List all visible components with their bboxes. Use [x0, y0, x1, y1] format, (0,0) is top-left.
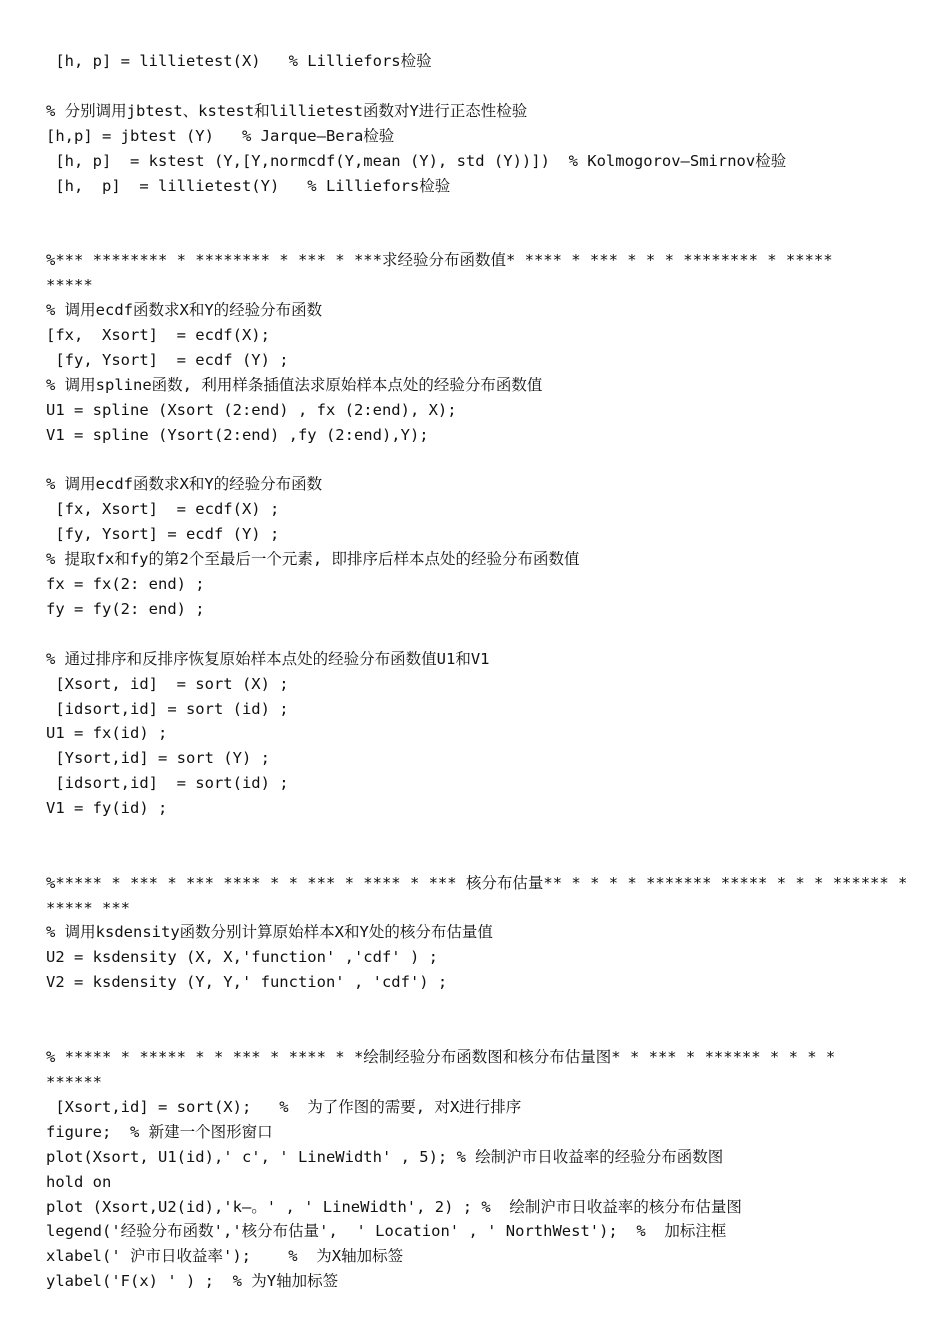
code-line: xlabel(' 沪市日收益率'); % 为X轴加标签 [46, 1247, 404, 1265]
code-line: [h, p] = lillietest(X) % Lilliefors检验 [46, 52, 432, 70]
code-line: plot (Xsort,U2(id),'k—。' , ' LineWidth', 2) ; % 绘制沪市日收益率的核分布估量图 [46, 1198, 742, 1216]
section-header: % ***** * ***** * * *** * **** * *绘制经验分布函数图和核分布估量图* * *** * ****** * * * * [46, 1048, 836, 1066]
code-line: [Ysort,id] = sort (Y) ; [46, 749, 270, 767]
code-line: [h, p] = kstest (Y,[Y,normcdf(Y,mean (Y), std (Y))]) % Kolmogorov—Smirnov检验 [46, 152, 787, 170]
section-header: %*** ******** * ******** * *** * ***求经验分布函数值* **** * *** * * * ******** * ***** [46, 251, 833, 269]
code-line: fx = fx(2: end) ; [46, 575, 205, 593]
code-line: legend('经验分布函数','核分布估量', ' Location' , ' NorthWest'); % 加标注框 [46, 1222, 727, 1240]
code-line: U1 = fx(id) ; [46, 724, 168, 742]
comment-line: % 分别调用jbtest、kstest和lillietest函数对Y进行正态性检验 [46, 102, 528, 120]
comment-line: % 通过排序和反排序恢复原始样本点处的经验分布函数值U1和V1 [46, 650, 490, 668]
code-line: ylabel('F(x) ' ) ; % 为Y轴加标签 [46, 1272, 339, 1290]
code-line: V1 = fy(id) ; [46, 799, 168, 817]
code-line: [Xsort,id] = sort(X); % 为了作图的需要, 对X进行排序 [46, 1098, 522, 1116]
code-line: [Xsort, id] = sort (X) ; [46, 675, 289, 693]
code-line: hold on [46, 1173, 112, 1191]
code-line: [fx, Xsort] = ecdf(X) ; [46, 500, 280, 518]
code-line: [idsort,id] = sort(id) ; [46, 774, 289, 792]
section-header-continued: ***** [46, 276, 93, 294]
comment-line: % 调用ecdf函数求X和Y的经验分布函数 [46, 301, 323, 319]
code-line: U2 = ksdensity (X, X,'function' ,'cdf' ) ; [46, 948, 438, 966]
code-line: fy = fy(2: end) ; [46, 600, 205, 618]
comment-line: % 调用ksdensity函数分别计算原始样本X和Y处的核分布估量值 [46, 923, 493, 941]
code-line: [fy, Ysort] = ecdf (Y) ; [46, 351, 289, 369]
section-header-continued: ***** *** [46, 899, 130, 917]
code-line: V1 = spline (Ysort(2:end) ,fy (2:end),Y); [46, 426, 429, 444]
section-header: %***** * *** * *** **** * * *** * **** * *** 核分布估量** * * * * ******* ***** * * * ****** * [46, 874, 908, 892]
code-line: V2 = ksdensity (Y, Y,' function' , 'cdf') ; [46, 973, 448, 991]
code-line: [fy, Ysort] = ecdf (Y) ; [46, 525, 280, 543]
code-line: [h, p] = lillietest(Y) % Lilliefors检验 [46, 177, 451, 195]
code-line: figure; % 新建一个图形窗口 [46, 1123, 273, 1141]
code-line: plot(Xsort, U1(id),' c', ' LineWidth' , 5); % 绘制沪市日收益率的经验分布函数图 [46, 1148, 724, 1166]
section-header-continued: ****** [46, 1073, 102, 1091]
code-line: [h,p] = jbtest (Y) % Jarque—Bera检验 [46, 127, 395, 145]
comment-line: % 提取fx和fy的第2个至最后一个元素, 即排序后样本点处的经验分布函数值 [46, 550, 580, 568]
code-line: [fx, Xsort] = ecdf(X); [46, 326, 270, 344]
comment-line: % 调用ecdf函数求X和Y的经验分布函数 [46, 475, 323, 493]
code-line: U1 = spline (Xsort (2:end) , fx (2:end), X); [46, 401, 457, 419]
code-line: [idsort,id] = sort (id) ; [46, 700, 289, 718]
comment-line: % 调用spline函数, 利用样条插值法求原始样本点处的经验分布函数值 [46, 376, 543, 394]
